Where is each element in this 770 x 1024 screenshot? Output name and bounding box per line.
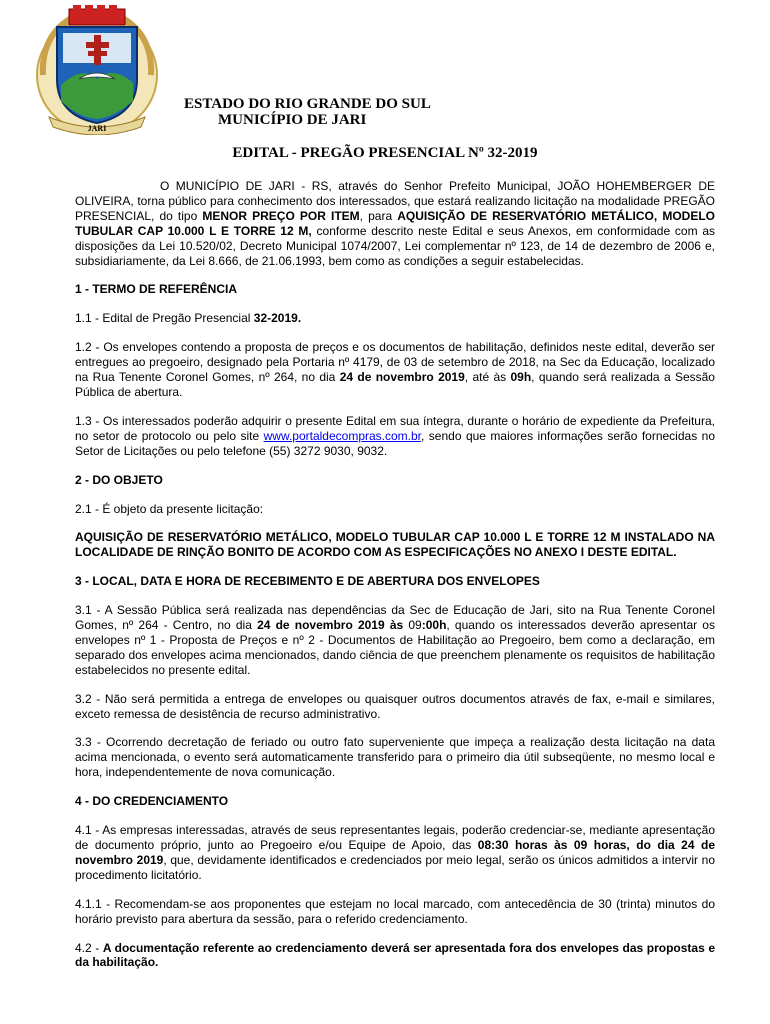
paragraph-2-1: 2.1 - É objeto da presente licitação: <box>75 501 264 516</box>
intro-paragraph: O MUNICÍPIO DE JARI - RS, através do Senhor Prefeito Municipal, JOÃO HOHEMBERGER DE OLIVEIRA, torna público para conhecimento dos interessados, que estará realizando licitação na modalidade PREGÃO PRESENCIAL, do tipo MENOR PREÇO POR ITEM, para AQUISIÇÃO DE RESERVATÓRIO METÁLICO, MODELO TUBULAR CAP 10.000 L E TORRE 12 M, conforme descrito neste Edital e seus Anexos, em conformidade com as disposições da Lei 10.520/02, Decreto Municipal 1074/2007, Lei complementar nº 123, de 14 de dezembro de 2006 e, subsidiariamente, da Lei 8.666, de 21.06.1993, bem como as condições a seguir estabelecidas. <box>75 179 716 268</box>
paragraph-4-2: 4.2 - A documentação referente ao credenciamento deverá ser apresentada fora dos envelopes das propostas e da habilitação. <box>75 940 715 970</box>
paragraph-3-2: 3.2 - Não será permitida a entrega de envelopes ou quaisquer outros documentos através de fax, e-mail e similares, exceto remessa de desistência de recurso administrativo. <box>75 691 715 721</box>
paragraph-1-1: 1.1 - Edital de Pregão Presencial 32-2019. <box>75 311 302 326</box>
section-3-heading: 3 - LOCAL, DATA E HORA DE RECEBIMENTO E DE ABERTURA DOS ENVELOPES <box>75 574 540 589</box>
section-2-heading: 2 - DO OBJETO <box>75 472 163 487</box>
object-description: AQUISIÇÃO DE RESERVATÓRIO METÁLICO, MODELO TUBULAR CAP 10.000 L E TORRE 12 M INSTALADO NA LOCALIDADE DE RINÇÃO BONITO DE ACORDO COM AS ESPECIFICAÇÕES NO ANEXO I DESTE EDITAL. <box>75 530 715 560</box>
document-body <box>75 179 715 984</box>
municipality-heading: MUNICÍPIO DE JARI <box>218 112 367 128</box>
document-title: EDITAL - PREGÃO PRESENCIAL Nº 32-2019 <box>232 145 538 161</box>
paragraph-4-1: 4.1 - As empresas interessadas, através de seus representantes legais, poderão credenciar-se, mediante apresentação de documento próprio, junto ao Pregoeiro e/ou Equipe de Apoio, das 08:30 horas às 09 horas, do dia 24 de novembro 2019, que, devidamente identificados e credenciados por meio legal, serão os únicos admitidos a intervir no procedimento licitatório. <box>75 823 715 882</box>
state-heading: ESTADO DO RIO GRANDE DO SUL <box>184 96 431 112</box>
paragraph-4-1-1: 4.1.1 - Recomendam-se aos proponentes que estejam no local marcado, com antecedência de 30 (trinta) minutos do horário previsto para abertura da sessão, para o referido credenciamento. <box>75 896 715 926</box>
section-1-heading: 1 - TERMO DE REFERÊNCIA <box>75 282 238 297</box>
paragraph-3-3: 3.3 - Ocorrendo decretação de feriado ou outro fato superveniente que impeça a realização desta licitação na data acima mencionada, o evento será automaticamente transferido para o primeiro dia útil subseqüente, no mesmo local e hora, independentemente de nova comunicação. <box>75 735 715 780</box>
paragraph-1-3: 1.3 - Os interessados poderão adquirir o presente Edital em sua íntegra, durante o horário de expediente da Prefeitura, no setor de protocolo ou pelo site www.portaldecompras.com.br, sendo que maiores informações serão fornecidas no Setor de Licitações ou pelo telefone (55) 3272 9030, 9032. <box>75 413 715 458</box>
section-4-heading: 4 - DO CREDENCIAMENTO <box>75 794 229 809</box>
municipal-coat-of-arms <box>33 5 161 135</box>
paragraph-1-2: 1.2 - Os envelopes contendo a proposta de preços e os documentos de habilitação, definidos neste edital, deverão ser entregues ao pregoeiro, designado pela Portaria nº 4179, de 03 de setembro de 2018, na Sec da Educação, localizado na Rua Tenente Coronel Gomes, nº 264, no dia 24 de novembro 2019, até às 09h, quando será realizada a Sessão Pública de abertura. <box>75 340 715 399</box>
crest-ribbon-text: JARI <box>87 124 107 133</box>
paragraph-3-1: 3.1 - A Sessão Pública será realizada nas dependências da Sec de Educação de Jari, sito na Rua Tenente Coronel Gomes, nº 264 - Centro, no dia 24 de novembro 2019 às 09:00h, quando os interessados deverão apresentar os envelopes nº 1 - Proposta de Preços e nº 2 - Documentos de Habilitação ao Pregoeiro, bem como a declaração, em separado dos envelopes acima mencionados, dando ciência de que preenchem plenamente os requisitos de habilitação estabelecidos no presente edital. <box>75 603 715 677</box>
portal-link[interactable]: www.portaldecompras.com.br <box>263 428 422 443</box>
